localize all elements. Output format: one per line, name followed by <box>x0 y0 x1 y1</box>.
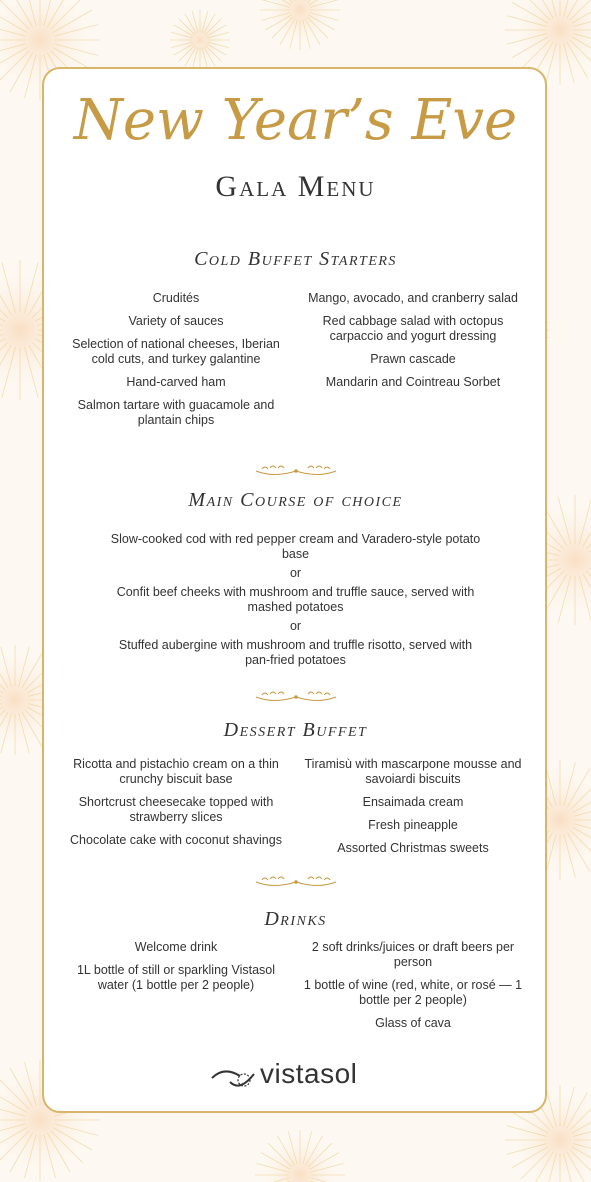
list-item: Crudités <box>152 291 200 305</box>
list-item: Red cabbage salad with octopus carpaccio and yogurt dressing <box>322 314 504 343</box>
list-item: Variety of sauces <box>128 314 224 328</box>
or-separator: or <box>289 566 302 580</box>
list-item: Chocolate cake with coconut shavings <box>70 833 282 847</box>
list-item: Selection of national cheeses, Iberian cold cuts, and turkey galantine <box>72 337 280 366</box>
list-item: Tiramisù with mascarpone mousse and savoiardi biscuits <box>304 757 522 786</box>
list-item: Confit beef cheeks with mushroom and truffle sauce, served with mashed potatoes <box>116 585 475 614</box>
list-item: Stuffed aubergine with mushroom and truffle risotto, served with pan-fried potatoes <box>118 638 473 667</box>
section-heading-main: Main Course of choice <box>188 489 403 511</box>
list-item: Welcome drink <box>134 940 218 954</box>
dessert-left-list <box>60 757 292 856</box>
list-item: 1L bottle of still or sparkling Vistasol water (1 bottle per 2 people) <box>76 963 276 992</box>
list-item: Mandarin and Cointreau Sorbet <box>325 375 501 389</box>
drinks-left-list <box>66 940 286 1001</box>
list-item: Slow-cooked cod with red pepper cream and Varadero-style potato base <box>110 532 481 561</box>
list-item: Glass of cava <box>375 1016 451 1030</box>
list-item: Shortcrust cheesecake topped with strawberry slices <box>78 795 274 824</box>
section-heading-dessert: Dessert Buffet <box>223 719 368 741</box>
laurel-ornament-icon <box>252 686 340 708</box>
list-item: Assorted Christmas sweets <box>337 841 489 855</box>
section-heading-drinks: Drinks <box>264 908 327 930</box>
section-heading-cold: Cold Buffet Starters <box>194 248 397 270</box>
list-item: Fresh pineapple <box>368 818 458 832</box>
list-item: 2 soft drinks/juices or draft beers per person <box>311 940 515 969</box>
list-item: Ricotta and pistachio cream on a thin crunchy biscuit base <box>73 757 279 786</box>
brand-logo-text: vistasol <box>260 1058 358 1089</box>
cold-left-list <box>66 291 286 436</box>
list-item: Hand-carved ham <box>126 375 226 389</box>
list-item: Salmon tartare with guacamole and plantain chips <box>77 398 275 427</box>
main-title: New Year’s Eve <box>73 88 518 153</box>
or-separator: or <box>289 619 302 633</box>
dessert-right-list <box>303 757 523 864</box>
subtitle: Gala Menu <box>215 170 376 203</box>
list-item: Prawn cascade <box>370 352 456 366</box>
main-course-list <box>110 532 481 672</box>
list-item: 1 bottle of wine (red, white, or rosé — 1 bottle per 2 people) <box>303 978 523 1007</box>
list-item: Ensaimada cream <box>362 795 464 809</box>
list-item: Mango, avocado, and cranberry salad <box>308 291 518 305</box>
cold-right-list <box>303 291 523 398</box>
laurel-ornament-icon <box>252 460 340 482</box>
laurel-ornament-icon <box>252 871 340 893</box>
drinks-right-list <box>295 940 531 1039</box>
